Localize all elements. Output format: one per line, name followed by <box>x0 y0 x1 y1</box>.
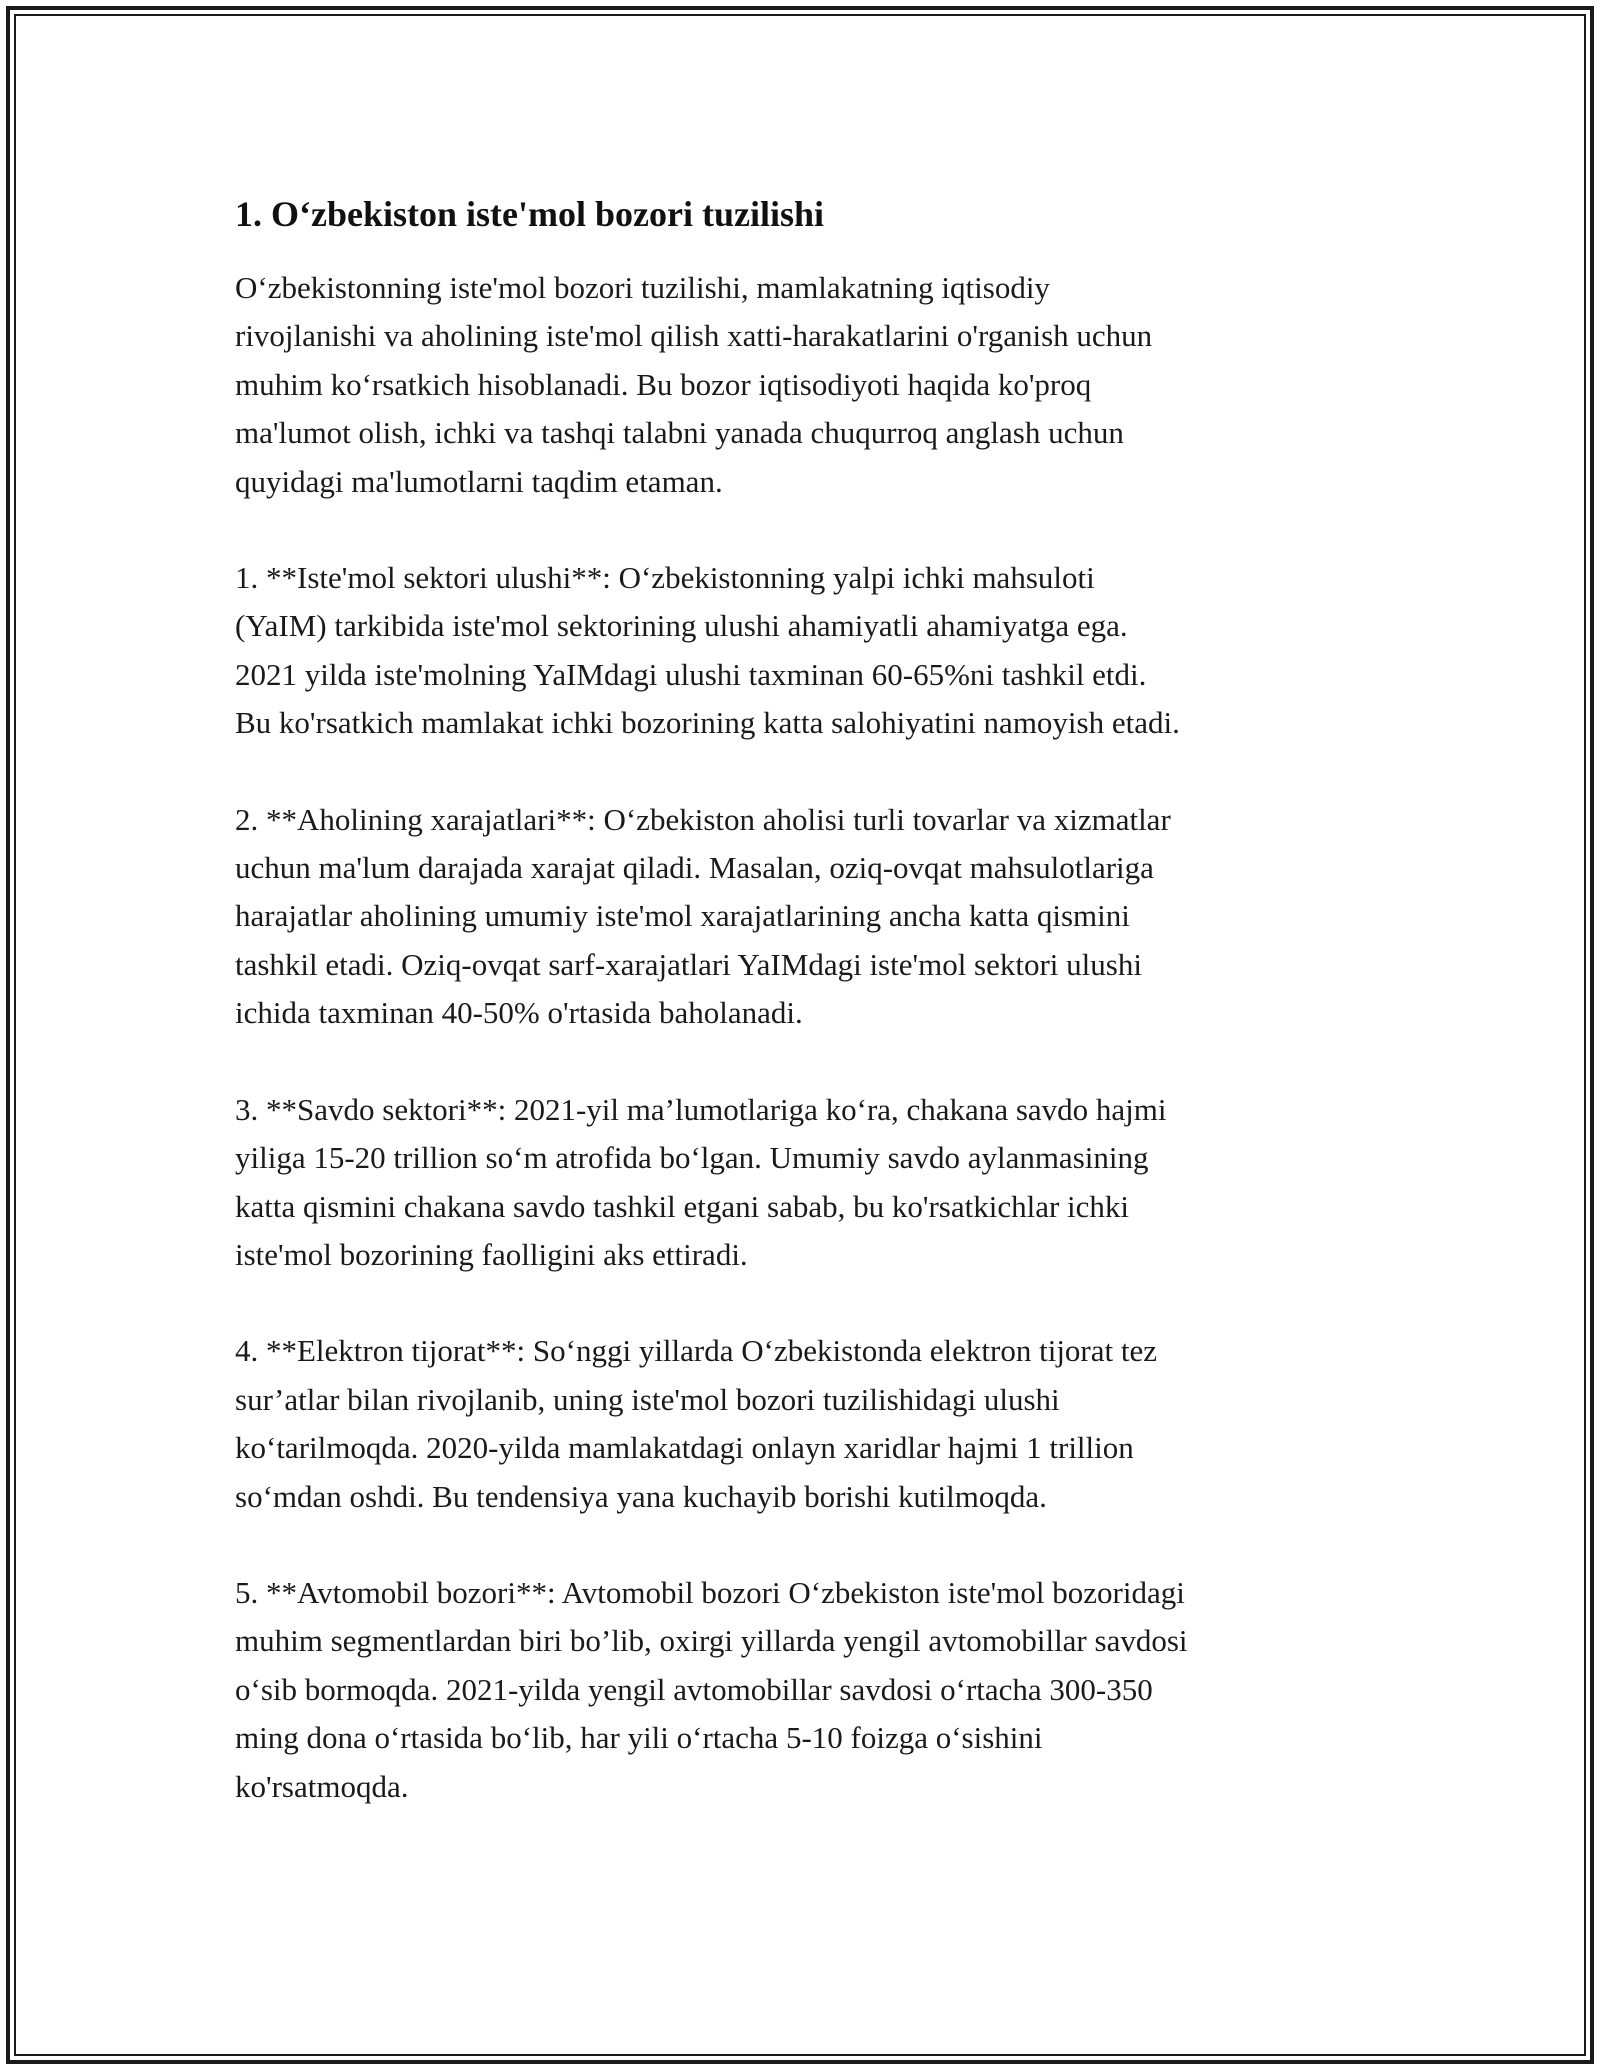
list-item-trade-sector: 3. **Savdo sektori**: 2021-yil ma’lumotlariga ko‘ra, chakana savdo hajmi yiliga 15-20 trillion so‘m atrofida bo‘lgan. Umumiy savdo aylanmasining katta qismini chakana savdo tashkil etgani sabab, bu ko'rsatkichlar ichki iste'mol bozorining faolligini aks ettiradi. <box>235 1091 1167 1272</box>
list-item-car-market: 5. **Avtomobil bozori**: Avtomobil bozori O‘zbekiston iste'mol bozoridagi muhim segmentlardan biri bo’lib, oxirgi yillarda yengil avtomobillar savdosi o‘sib bormoqda. 2021-yilda yengil avtomobillar savdosi o‘rtacha 300-350 ming dona o‘rtasida bo‘lib, har yili o‘rtacha 5-10 foizga o‘sishini ko'rsatmoqda. <box>235 1574 1188 1804</box>
intro-paragraph: O‘zbekistonning iste'mol bozori tuzilishi, mamlakatning iqtisodiy rivojlanishi va aholining iste'mol qilish xatti-harakatlarini o'rganish uchun muhim ko‘rsatkich hisoblanadi. Bu bozor iqtisodiyoti haqida ko'proq ma'lumot olish, ichki va tashqi talabni yanada chuqurroq anglash uchun quyidagi ma'lumotlarni taqdim etaman. <box>235 270 1153 499</box>
list-item-household-expenses: 2. **Aholining xarajatlari**: O‘zbekiston aholisi turli tovarlar va xizmatlar uchun ma'lum darajada xarajat qiladi. Masalan, oziq-ovqat mahsulotlariga harajatlar aholining umumiy iste'mol xarajatlarining ancha katta qismini tashkil etadi. Oziq-ovqat sarf-xarajatlari YaIMdagi iste'mol sektori ulushi ichida taxminan 40-50% o'rtasida baholanadi. <box>235 801 1171 1031</box>
document-body <box>235 186 1385 1859</box>
list-item-e-commerce: 4. **Elektron tijorat**: So‘nggi yillarda O‘zbekistonda elektron tijorat tez sur’atlar bilan rivojlanib, uning iste'mol bozori tuzilishidagi ulushi ko‘tarilmoqda. 2020-yilda mamlakatdagi onlayn xaridlar hajmi 1 trillion so‘mdan oshdi. Bu tendensiya yana kuchayib borishi kutilmoqda. <box>235 1333 1158 1514</box>
list-item-consumption-share: 1. **Iste'mol sektori ulushi**: O‘zbekistonning yalpi ichki mahsuloti (YaIM) tarkibida iste'mol sektorining ulushi ahamiyatli ahamiyatga ega. 2021 yilda iste'molning YaIMdagi ulushi taxminan 60-65%ni tashkil etdi. Bu ko'rsatkich mamlakat ichki bozorining katta salohiyatini namoyish etadi. <box>235 560 1180 741</box>
document-title: 1. O‘zbekiston iste'mol bozori tuzilishi <box>235 194 824 234</box>
